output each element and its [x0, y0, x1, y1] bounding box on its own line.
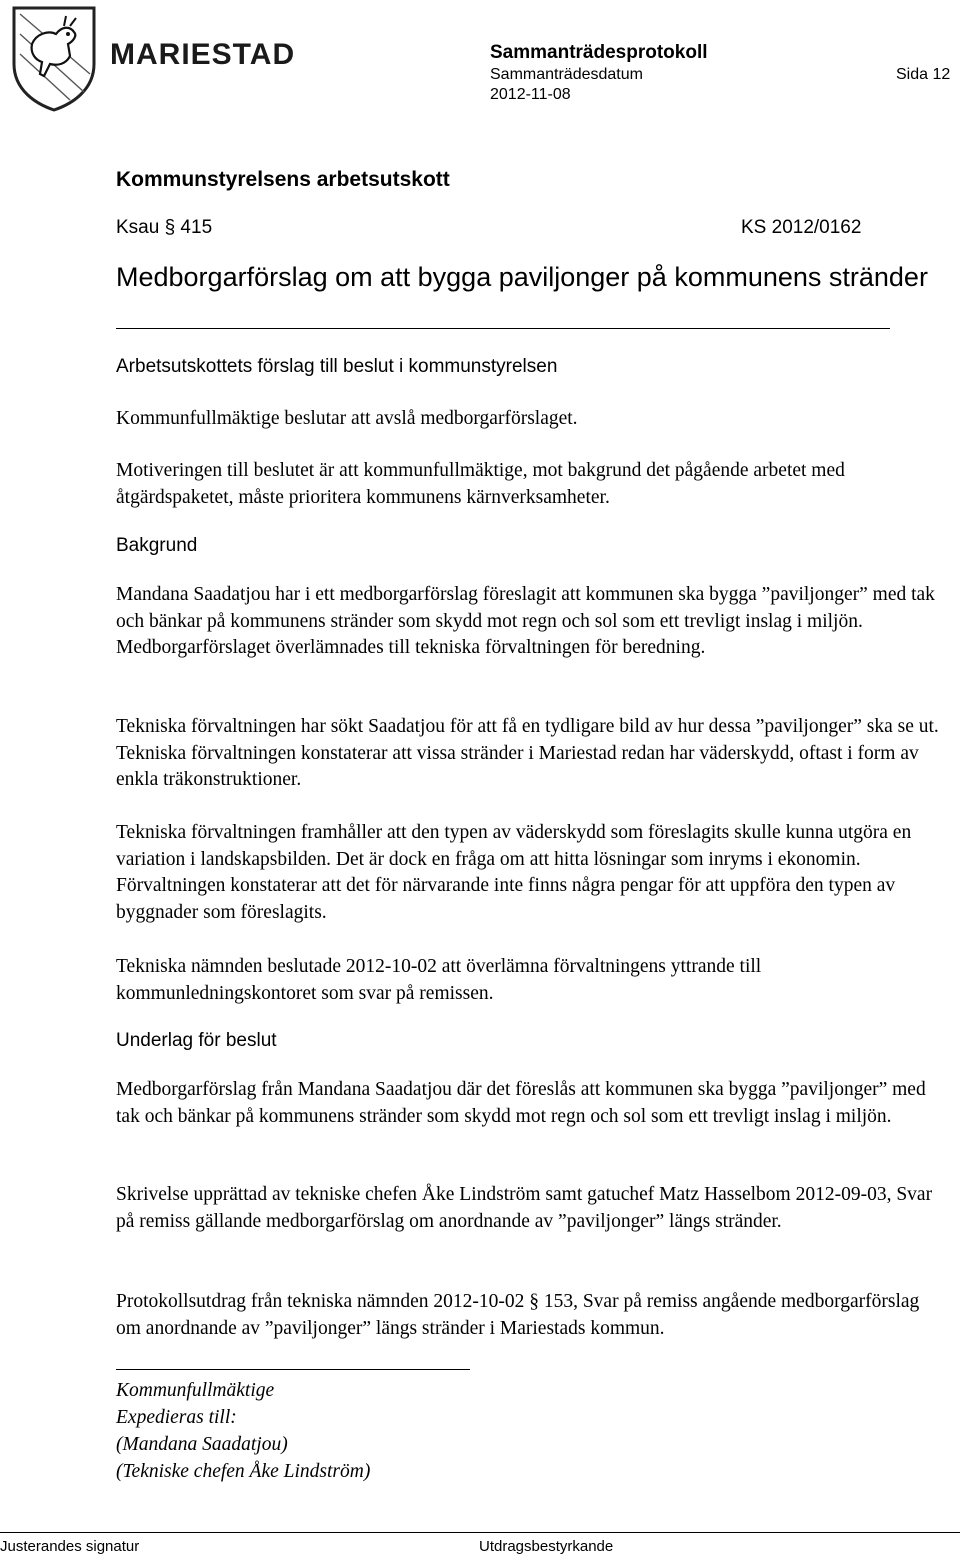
paragraph-reference: Ksau § 415	[116, 217, 213, 238]
background-text: Tekniska nämnden beslutade 2012-10-02 att överlämna förvaltningens yttrande till kommunledningskontoret som svar på remissen.	[116, 956, 762, 1004]
proposal-motivation	[116, 458, 948, 511]
basis-heading: Underlag för beslut	[116, 1030, 277, 1051]
committee-name: Kommunstyrelsens arbetsutskott	[116, 168, 450, 191]
protocol-title: Sammanträdesprotokoll	[490, 42, 708, 63]
coat-of-arms-icon	[10, 4, 98, 112]
motivation-text: Motiveringen till beslutet är att kommunfullmäktige, mot bakgrund det pågående arbetet med åtgärdspaketet, måste prioritera kommunens kärnverksamheter.	[116, 460, 845, 508]
logo-wordmark: MARIESTAD	[110, 38, 296, 71]
background-paragraph	[116, 714, 948, 794]
page-title: Medborgarförslag om att bygga paviljonger på kommunens stränder	[116, 262, 928, 292]
background-heading: Bakgrund	[116, 535, 198, 556]
distribution-item: Expedieras till:	[116, 1407, 237, 1428]
distribution-item: (Tekniske chefen Åke Lindström)	[116, 1461, 371, 1482]
distribution-list	[116, 1377, 370, 1485]
basis-paragraph	[116, 1077, 948, 1130]
basis-text: Medborgarförslag från Mandana Saadatjou där det föreslås att kommunen ska bygga ”paviljonger” med tak och bänkar på kommunens stränder som skydd mot regn och sol som ett trevligt inslag i miljön.	[116, 1079, 926, 1127]
footer-divider	[0, 1532, 960, 1533]
background-paragraph	[116, 582, 948, 662]
case-number: KS 2012/0162	[741, 217, 862, 238]
basis-text: Skrivelse upprättad av tekniske chefen Åke Lindström samt gatuchef Matz Hasselbom 2012-09-03, Svar på remiss gällande medborgarförslag om anordnande av ”paviljonger” längs stränder.	[116, 1184, 933, 1232]
basis-text: Protokollsutdrag från tekniska nämnden 2012-10-02 § 153, Svar på remiss angående medborgarförslag om anordnande av ”paviljonger” längs stränder i Mariestads kommun.	[116, 1291, 920, 1339]
meeting-date-label: Sammanträdesdatum	[490, 66, 643, 83]
distribution-divider	[116, 1369, 470, 1370]
meeting-date: 2012-11-08	[490, 86, 571, 103]
decision-text: Kommunfullmäktige beslutar att avslå medborgarförslaget.	[116, 408, 578, 429]
distribution-item: Kommunfullmäktige	[116, 1380, 275, 1401]
certification-label: Utdragsbestyrkande	[479, 1538, 614, 1555]
background-paragraph	[116, 954, 948, 1007]
proposal-decision	[116, 406, 948, 433]
background-text: Tekniska förvaltningen framhåller att den typen av väderskydd som föreslagits skulle kunna utgöra en variation i landskapsbilden. Det är dock en fråga om att hitta lösningar som inryms i ekonomin. Förvaltningen konstaterar att det för närvarande inte finns några pengar för att uppföra den typen av byggnader som föreslagits.	[116, 822, 912, 923]
background-text: Mandana Saadatjou har i ett medborgarförslag föreslagit att kommunen ska bygga ”paviljonger” med tak och bänkar på kommunens stränder som skydd mot regn och sol som ett trevligt inslag i miljön. Medborgarförslaget överlämnades till tekniska förvaltningen för beredning.	[116, 584, 935, 658]
distribution-item: (Mandana Saadatjou)	[116, 1434, 288, 1455]
mariestad-logo	[10, 4, 296, 114]
background-paragraph	[116, 820, 948, 926]
basis-paragraph	[116, 1182, 948, 1235]
basis-paragraph	[116, 1289, 948, 1342]
signature-label: Justerandes signatur	[0, 1538, 140, 1555]
proposal-heading: Arbetsutskottets förslag till beslut i kommunstyrelsen	[116, 356, 558, 377]
page-number: Sida 12	[896, 66, 951, 83]
background-text: Tekniska förvaltningen har sökt Saadatjou för att få en tydligare bild av hur dessa ”paviljonger” ska se ut. Tekniska förvaltningen konstaterar att vissa stränder i Mariestad redan har väderskydd, oftast i form av enkla träkonstruktioner.	[116, 716, 939, 790]
title-divider	[116, 328, 890, 329]
